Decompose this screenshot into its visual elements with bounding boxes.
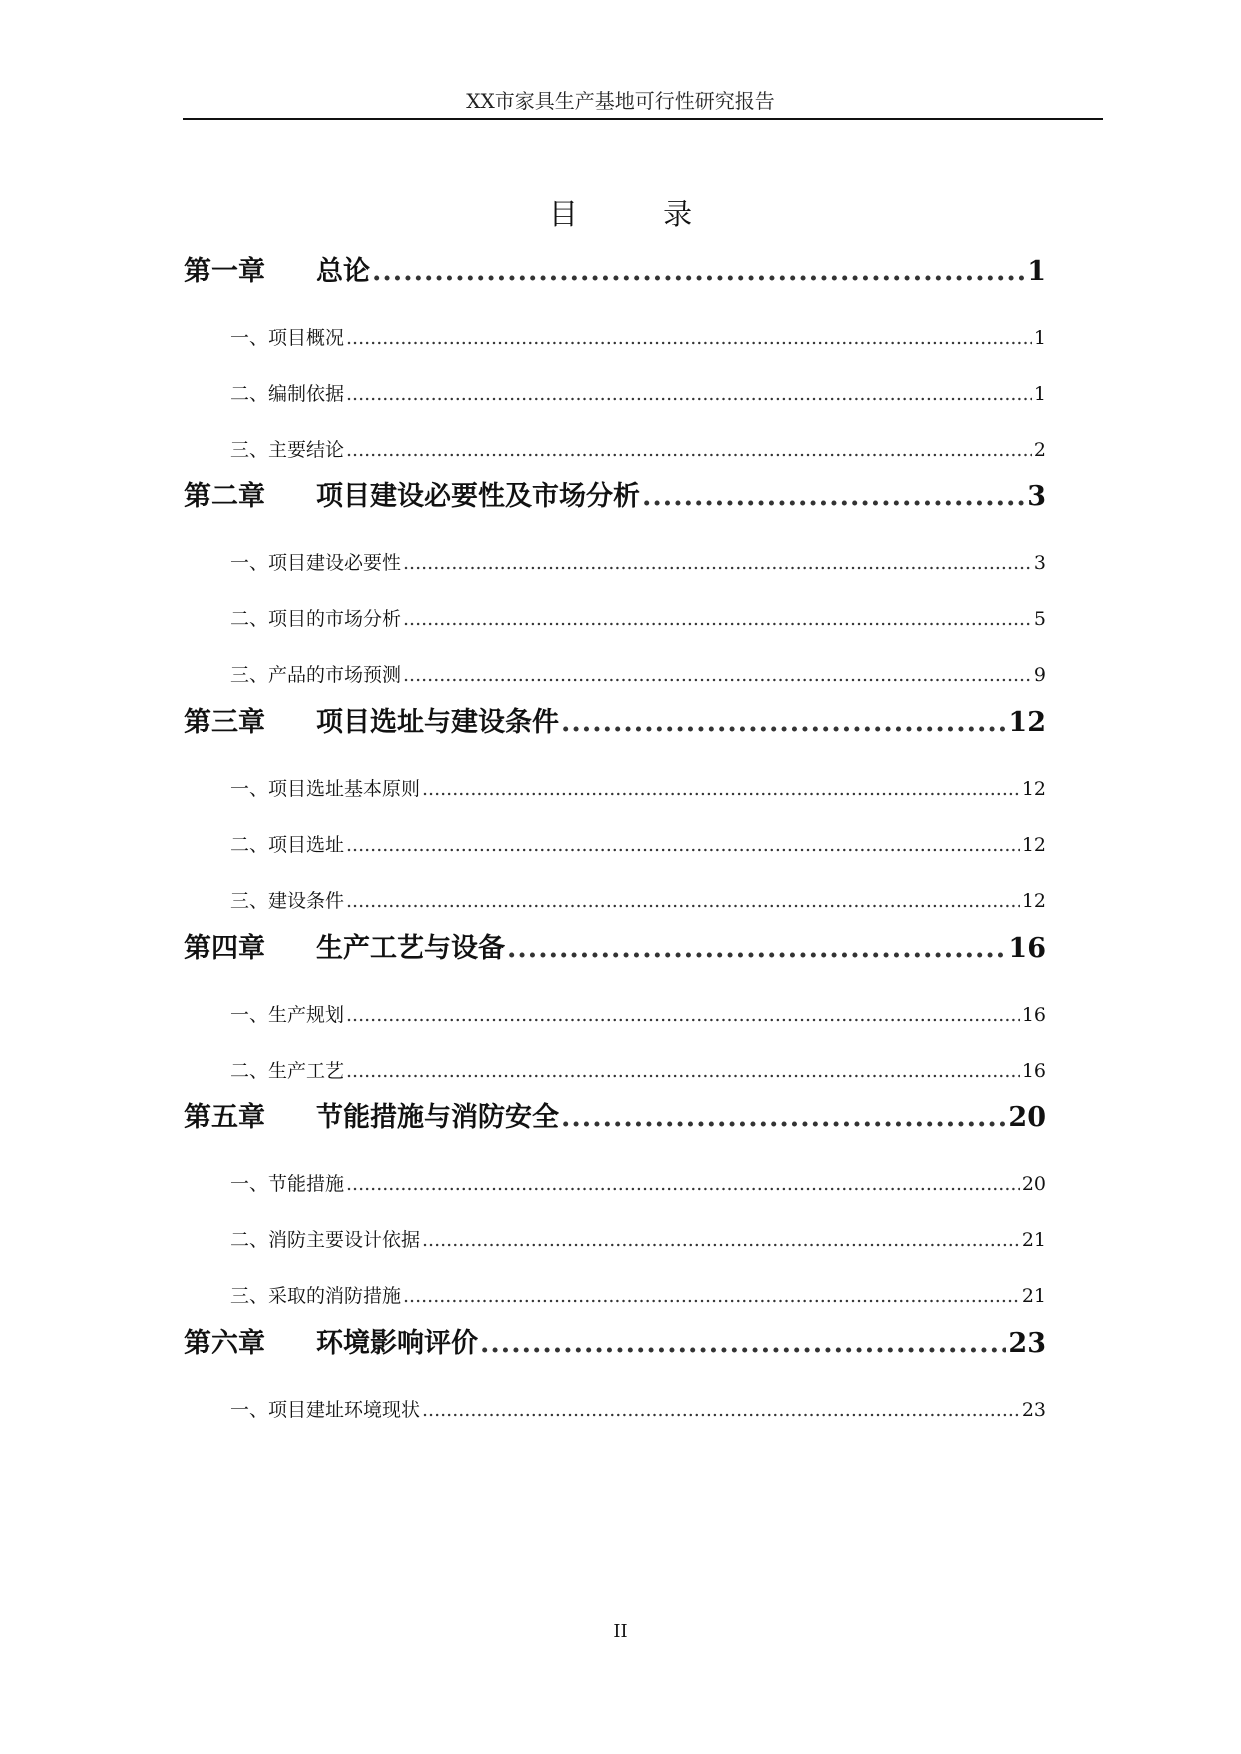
toc-chapter-4[interactable] [184,932,1046,966]
section-title: 三、采取的消防措施 [230,1285,402,1307]
chapter-title: 总论 [316,256,370,287]
dot-leader [642,480,1025,514]
section-title: 一、生产规划 [230,1004,345,1026]
toc-chapter-6[interactable] [184,1327,1046,1361]
page-ref: 5 [1033,608,1046,630]
chapter-number: 第五章 [184,1102,265,1133]
toc-title: 目 录 [548,197,731,231]
dot-leader [422,1397,1020,1423]
page-header-title: XX市家具生产基地可行性研究报告 [466,89,775,113]
page-ref: 23 [1021,1399,1046,1421]
chapter-number: 第一章 [184,256,265,287]
toc-section[interactable] [184,1283,1046,1309]
dot-leader [422,1227,1020,1253]
toc-chapter-1[interactable] [184,255,1046,289]
section-title: 一、项目建址环境现状 [230,1399,421,1421]
chapter-title: 环境影响评价 [316,1328,478,1359]
dot-leader [422,776,1020,802]
section-title: 二、消防主要设计依据 [230,1229,421,1251]
toc-section[interactable] [184,550,1046,576]
chapter-number: 第四章 [184,933,265,964]
dot-leader [346,832,1020,858]
section-title: 一、项目建设必要性 [230,552,402,574]
toc-section[interactable] [184,437,1046,463]
section-title: 二、项目的市场分析 [230,608,402,630]
toc-section[interactable] [184,606,1046,632]
page-ref: 20 [1008,1102,1046,1133]
chapter-title: 项目建设必要性及市场分析 [316,481,640,512]
page-ref: 1 [1027,256,1046,287]
chapter-number: 第三章 [184,707,265,738]
page-ref: 1 [1033,383,1046,405]
toc-section[interactable] [184,325,1046,351]
section-title: 三、产品的市场预测 [230,664,402,686]
toc-section[interactable] [184,1171,1046,1197]
toc-section[interactable] [184,832,1046,858]
dot-leader [403,550,1032,576]
page-ref: 16 [1021,1004,1046,1026]
chapter-number: 第六章 [184,1328,265,1359]
chapter-number: 第二章 [184,481,265,512]
section-title: 三、建设条件 [230,890,345,912]
chapter-title: 节能措施与消防安全 [316,1102,559,1133]
footer-page-number: II [613,1621,628,1642]
dot-leader [346,1002,1020,1028]
dot-leader [507,932,1006,966]
dot-leader [346,1058,1020,1084]
chapter-title: 生产工艺与设备 [316,933,505,964]
dot-leader [346,888,1020,914]
toc-section[interactable] [184,381,1046,407]
page-ref: 2 [1033,439,1046,461]
section-title: 二、编制依据 [230,383,345,405]
toc-section[interactable] [184,1058,1046,1084]
page-ref: 16 [1008,933,1046,964]
dot-leader [561,1101,1006,1135]
dot-leader [346,437,1032,463]
toc-chapter-2[interactable] [184,480,1046,514]
section-title: 三、主要结论 [230,439,345,461]
section-title: 二、生产工艺 [230,1060,345,1082]
page-ref: 23 [1008,1328,1046,1359]
page-ref: 12 [1021,890,1046,912]
dot-leader [372,255,1025,289]
page-ref: 12 [1021,834,1046,856]
dot-leader [403,662,1032,688]
page-ref: 1 [1033,327,1046,349]
page-ref: 3 [1033,552,1046,574]
toc-chapter-5[interactable] [184,1101,1046,1135]
section-title: 二、项目选址 [230,834,345,856]
chapter-title: 项目选址与建设条件 [316,707,559,738]
page-ref: 21 [1021,1285,1046,1307]
page-ref: 12 [1021,778,1046,800]
toc-section[interactable] [184,1227,1046,1253]
page-ref: 16 [1021,1060,1046,1082]
dot-leader [403,606,1032,632]
dot-leader [561,706,1006,740]
toc-section[interactable] [184,888,1046,914]
header-rule [183,118,1103,120]
dot-leader [403,1283,1020,1309]
page-ref: 9 [1033,664,1046,686]
toc-section[interactable] [184,1002,1046,1028]
toc-section[interactable] [184,776,1046,802]
page-ref: 20 [1021,1173,1046,1195]
toc-chapter-3[interactable] [184,706,1046,740]
dot-leader [346,1171,1020,1197]
page-ref: 12 [1008,707,1046,738]
toc-section[interactable] [184,1397,1046,1423]
page-ref: 21 [1021,1229,1046,1251]
dot-leader [346,325,1032,351]
section-title: 一、项目选址基本原则 [230,778,421,800]
page-ref: 3 [1027,481,1046,512]
dot-leader [346,381,1032,407]
section-title: 一、项目概况 [230,327,345,349]
toc-section[interactable] [184,662,1046,688]
section-title: 一、节能措施 [230,1173,345,1195]
dot-leader [480,1327,1006,1361]
